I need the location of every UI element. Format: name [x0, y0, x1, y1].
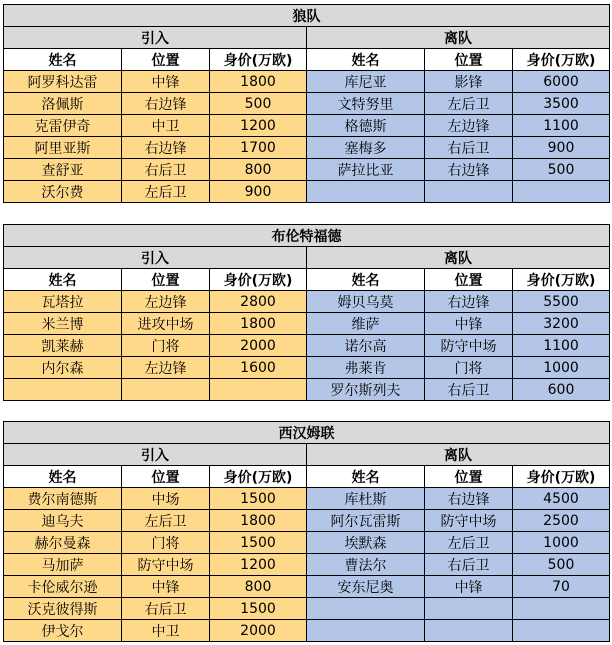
- out-player-name: [307, 181, 425, 203]
- club-name: 西汉姆联: [4, 422, 610, 444]
- in-player-value: 1500: [210, 488, 307, 510]
- in-player-value: 2800: [210, 291, 307, 313]
- group-header-row: [4, 444, 610, 466]
- in-player-name: 洛佩斯: [4, 93, 122, 115]
- out-player-name: 罗尔斯列夫: [307, 379, 425, 401]
- in-player-value: 1500: [210, 598, 307, 620]
- in-player-name: 查舒亚: [4, 159, 122, 181]
- table-row: [4, 313, 610, 335]
- table-row: [4, 71, 610, 93]
- out-player-position: 左后卫: [425, 532, 513, 554]
- in-value-header: 身价(万欧): [210, 49, 307, 71]
- out-player-position: 门将: [425, 357, 513, 379]
- out-player-value: 6000: [513, 71, 610, 93]
- out-value-header: 身价(万欧): [513, 466, 610, 488]
- out-value-header: 身价(万欧): [513, 269, 610, 291]
- in-name-header: 姓名: [4, 49, 122, 71]
- out-player-name: 姆贝乌莫: [307, 291, 425, 313]
- in-position-header: 位置: [122, 49, 210, 71]
- in-player-name: 马加萨: [4, 554, 122, 576]
- table-row: [4, 488, 610, 510]
- in-player-name: 迪乌夫: [4, 510, 122, 532]
- out-player-position: 右边锋: [425, 159, 513, 181]
- out-player-name: 诺尔高: [307, 335, 425, 357]
- in-player-position: 右后卫: [122, 598, 210, 620]
- out-player-position: 中锋: [425, 313, 513, 335]
- in-player-value: 800: [210, 159, 307, 181]
- out-position-header: 位置: [425, 49, 513, 71]
- in-player-position: 中锋: [122, 576, 210, 598]
- out-player-name: 塞梅多: [307, 137, 425, 159]
- in-player-position: 防守中场: [122, 554, 210, 576]
- out-position-header: 位置: [425, 269, 513, 291]
- table-row: [4, 510, 610, 532]
- in-player-name: 克雷伊奇: [4, 115, 122, 137]
- out-player-position: 左后卫: [425, 93, 513, 115]
- in-player-name: 赫尔曼森: [4, 532, 122, 554]
- out-player-value: 500: [513, 159, 610, 181]
- out-player-position: 右边锋: [425, 488, 513, 510]
- in-player-value: 1800: [210, 71, 307, 93]
- table-row: [4, 291, 610, 313]
- table-row: [4, 379, 610, 401]
- out-player-name: [307, 620, 425, 642]
- in-player-value: 1200: [210, 554, 307, 576]
- out-player-value: 1100: [513, 115, 610, 137]
- table-row: [4, 532, 610, 554]
- in-player-value: 1700: [210, 137, 307, 159]
- column-header-row: [4, 269, 610, 291]
- table-row: [4, 576, 610, 598]
- out-player-value: 600: [513, 379, 610, 401]
- in-value-header: 身价(万欧): [210, 269, 307, 291]
- in-player-position: 右后卫: [122, 159, 210, 181]
- club-name: 狼队: [4, 5, 610, 27]
- table-row: [4, 115, 610, 137]
- club-title-row: [4, 225, 610, 247]
- in-player-position: 进攻中场: [122, 313, 210, 335]
- out-player-name: 安东尼奥: [307, 576, 425, 598]
- club-title-row: [4, 5, 610, 27]
- table-row: [4, 159, 610, 181]
- out-player-value: 500: [513, 554, 610, 576]
- in-player-position: 左边锋: [122, 291, 210, 313]
- in-player-value: 900: [210, 181, 307, 203]
- in-player-value: 800: [210, 576, 307, 598]
- out-player-position: [425, 620, 513, 642]
- out-player-value: 70: [513, 576, 610, 598]
- in-player-position: 门将: [122, 532, 210, 554]
- in-player-position: 中卫: [122, 115, 210, 137]
- table-row: [4, 137, 610, 159]
- incoming-label: 引入: [4, 247, 307, 269]
- in-player-name: 瓦塔拉: [4, 291, 122, 313]
- out-name-header: 姓名: [307, 466, 425, 488]
- out-player-name: 文特努里: [307, 93, 425, 115]
- in-player-value: 1200: [210, 115, 307, 137]
- incoming-label: 引入: [4, 27, 307, 49]
- table-row: [4, 335, 610, 357]
- out-player-position: 右后卫: [425, 379, 513, 401]
- out-player-name: 弗莱肯: [307, 357, 425, 379]
- out-player-value: [513, 620, 610, 642]
- group-header-row: [4, 27, 610, 49]
- out-player-name: 埃默森: [307, 532, 425, 554]
- in-player-name: 沃克彼得斯: [4, 598, 122, 620]
- table-row: [4, 181, 610, 203]
- in-player-name: 费尔南德斯: [4, 488, 122, 510]
- in-player-value: 1600: [210, 357, 307, 379]
- out-player-value: 1000: [513, 357, 610, 379]
- in-player-value: [210, 379, 307, 401]
- outgoing-label: 离队: [307, 27, 610, 49]
- out-player-value: [513, 598, 610, 620]
- out-player-value: 4500: [513, 488, 610, 510]
- table-row: [4, 620, 610, 642]
- in-player-value: 1500: [210, 532, 307, 554]
- out-player-position: [425, 598, 513, 620]
- out-player-name: [307, 598, 425, 620]
- out-player-position: 影锋: [425, 71, 513, 93]
- group-header-row: [4, 247, 610, 269]
- out-player-position: 中锋: [425, 576, 513, 598]
- out-player-value: 2500: [513, 510, 610, 532]
- column-header-row: [4, 49, 610, 71]
- club-table-wolves: [3, 4, 610, 203]
- club-table-brentford: [3, 224, 610, 401]
- out-value-header: 身价(万欧): [513, 49, 610, 71]
- in-player-position: 门将: [122, 335, 210, 357]
- out-player-name: 阿尔瓦雷斯: [307, 510, 425, 532]
- out-player-position: [425, 181, 513, 203]
- club-name: 布伦特福德: [4, 225, 610, 247]
- out-player-name: 库杜斯: [307, 488, 425, 510]
- in-player-value: 1800: [210, 313, 307, 335]
- in-player-position: [122, 379, 210, 401]
- out-player-position: 右边锋: [425, 291, 513, 313]
- in-player-name: [4, 379, 122, 401]
- out-position-header: 位置: [425, 466, 513, 488]
- out-player-name: 库尼亚: [307, 71, 425, 93]
- out-player-value: 1000: [513, 532, 610, 554]
- table-row: [4, 554, 610, 576]
- out-player-position: 防守中场: [425, 335, 513, 357]
- in-name-header: 姓名: [4, 269, 122, 291]
- in-player-value: 2000: [210, 335, 307, 357]
- in-player-position: 右边锋: [122, 137, 210, 159]
- out-name-header: 姓名: [307, 49, 425, 71]
- outgoing-label: 离队: [307, 444, 610, 466]
- in-player-value: 500: [210, 93, 307, 115]
- in-player-name: 凯莱赫: [4, 335, 122, 357]
- out-player-value: 900: [513, 137, 610, 159]
- out-player-name: 萨拉比亚: [307, 159, 425, 181]
- incoming-label: 引入: [4, 444, 307, 466]
- in-player-position: 中场: [122, 488, 210, 510]
- in-player-position: 中卫: [122, 620, 210, 642]
- out-player-value: 3500: [513, 93, 610, 115]
- out-player-value: 1100: [513, 335, 610, 357]
- out-player-value: 5500: [513, 291, 610, 313]
- in-position-header: 位置: [122, 466, 210, 488]
- in-player-name: 伊戈尔: [4, 620, 122, 642]
- in-player-position: 左后卫: [122, 510, 210, 532]
- out-player-value: [513, 181, 610, 203]
- in-player-position: 中锋: [122, 71, 210, 93]
- out-player-position: 右后卫: [425, 554, 513, 576]
- outgoing-label: 离队: [307, 247, 610, 269]
- in-position-header: 位置: [122, 269, 210, 291]
- in-player-position: 右边锋: [122, 93, 210, 115]
- out-player-name: 格德斯: [307, 115, 425, 137]
- in-player-value: 1800: [210, 510, 307, 532]
- in-player-name: 沃尔费: [4, 181, 122, 203]
- out-player-name: 维萨: [307, 313, 425, 335]
- in-value-header: 身价(万欧): [210, 466, 307, 488]
- in-player-position: 左边锋: [122, 357, 210, 379]
- column-header-row: [4, 466, 610, 488]
- in-player-name: 阿罗科达雷: [4, 71, 122, 93]
- out-player-value: 3200: [513, 313, 610, 335]
- out-name-header: 姓名: [307, 269, 425, 291]
- out-player-name: 曹法尔: [307, 554, 425, 576]
- in-name-header: 姓名: [4, 466, 122, 488]
- in-player-value: 2000: [210, 620, 307, 642]
- in-player-name: 米兰博: [4, 313, 122, 335]
- out-player-position: 左边锋: [425, 115, 513, 137]
- table-row: [4, 93, 610, 115]
- table-row: [4, 598, 610, 620]
- out-player-position: 防守中场: [425, 510, 513, 532]
- club-title-row: [4, 422, 610, 444]
- in-player-name: 阿里亚斯: [4, 137, 122, 159]
- in-player-name: 卡伦威尔逊: [4, 576, 122, 598]
- out-player-position: 右后卫: [425, 137, 513, 159]
- in-player-position: 左后卫: [122, 181, 210, 203]
- table-row: [4, 357, 610, 379]
- club-table-westham: [3, 421, 610, 642]
- in-player-name: 内尔森: [4, 357, 122, 379]
